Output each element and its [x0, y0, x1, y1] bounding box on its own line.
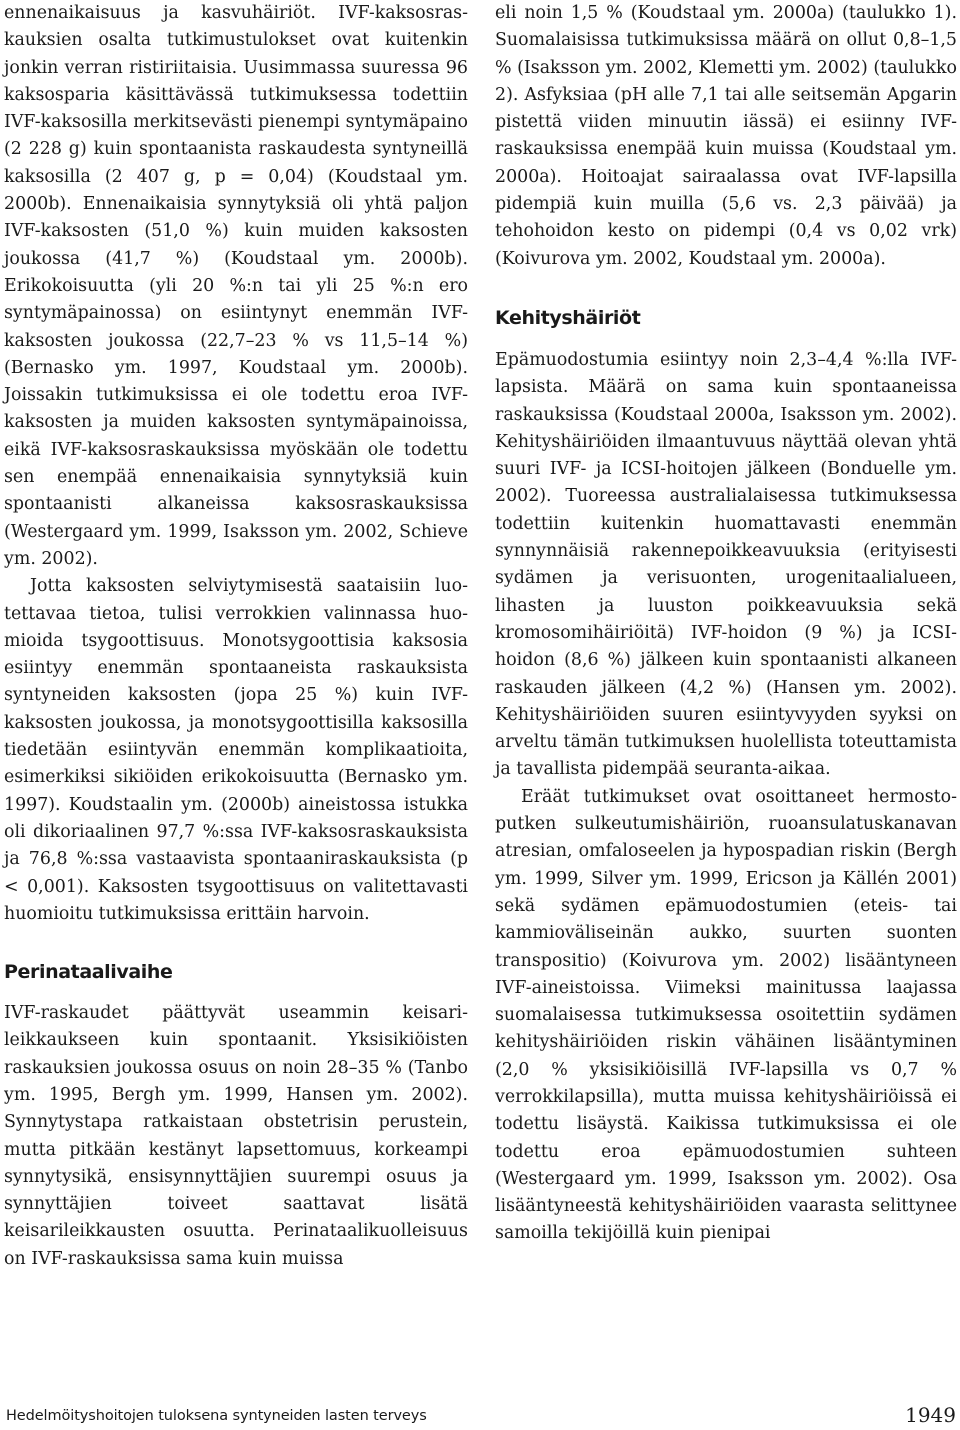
left-column — [4, 0, 468, 1273]
running-title: Hedelmöityshoitojen tuloksena syntyneiden lasten terveys — [6, 1408, 427, 1424]
section-heading: Perinataalivaihe — [4, 961, 173, 984]
body-paragraph: Epämuodostumia esiintyy noin 2,3–4,4 %:lla IVF-lapsista. Määrä on sama kuin spontaaneissa raskauksissa (Koudstaal 2000a, Isaksson ym. 2002). Kehityshäiriöiden ilmaantuvuus näyttää olevan yhtä suuri IVF- ja ICSI-hoitojen jälkeen (Bonduelle ym. 2002). Tuoreessa australialaisessa tutkimuksessa todettiin kuitenkin huomattavasti enemmän synnynnäisiä rakennepoikkeavuuksia (erityisesti sydämen ja verisuonten, urogenitaalialueen, lihasten ja luuston poikkeavuuksia sekä kromosomihäiriöitä) IVF-hoidon (9 %) ja ICSI-hoidon (8,6 %) jälkeen kuin spontaanisti alkaneen raskauden jälkeen (4,2 %) (Hansen ym. 2002). Kehityshäiriöiden suuren esiintyvyyden syyksi on arveltu tämän tutkimuksen huolellista toteuttamista ja tavallista pidempää seuranta-aikaa. — [495, 349, 957, 780]
body-paragraph: Eräät tutkimukset ovat osoittaneet hermostoputken sulkeutumishäiriön, ruoansulatuskanavan atresian, omfaloseelen ja hypospadian riskin (Bergh ym. 1999, Silver ym. 1999, Ericson ja Källén 2001) sekä sydämen epämuodostumien (eteis- tai kammioväliseinän aukko, suurten suonten transpositio) (Koivurova ym. 2002) lisääntyneen IVF-aineistoissa. Viimeksi mainitussa laajassa suomalaisessa tutkimuksessa osoitettiin sydämen kehityshäiriöiden riskin vähäinen lisääntyminen (2,0 % yksisikiöisillä IVF-lapsilla vs 0,7 % verrokkilapsilla), mutta muissa kehityshäiriöissä ei todettu lisäystä. Kaikissa tutkimuksissa ei ole todettu eroa epämuodostumien suhteen (Westergaard ym. 1999, Isaksson ym. 2002). Osa lisääntyneestä kehityshäiriöiden vaarasta selittynee samoilla tekijöillä kuin pienipai — [495, 786, 957, 1244]
section-heading: Kehityshäiriöt — [495, 306, 641, 329]
body-paragraph: Jotta kaksosten selviytymisestä saataisiin luotettavaa tietoa, tulisi verrokkien valinnassa huomioida tsygoottisuus. Monotsygoottisia kaksosia esiintyy enemmän spontaaneista raskauksista syntyneiden kaksosten (jopa 25 %) kuin IVF-kaksosten joukossa, ja monotsygoottisilla kaksosilla tiedetään esiintyvän enemmän komplikaatioita, esimerkiksi sikiöiden erikokoisuutta (Bernasko ym. 1997). Koudstaalin ym. (2000b) aineistossa istukka oli dikoriaalinen 97,7 %:ssa IVF-kaksosraskauksista ja 76,8 %:ssa vastaavista spontaaniraskauksista (p < 0,001). Kaksosten tsygoottisuus on valitettavasti huomioitu tutkimuksissa erittäin harvoin. — [4, 576, 468, 924]
body-paragraph: ennenaikaisuus ja kasvuhäiriöt. IVF-kaksosraskauksien osalta tutkimustulokset ovat kuitenkin jonkin verran ristiriitaisia. Uusimmassa suuressa 96 kaksosparia käsittävässä tutkimuksessa todettiin IVF-kaksosilla merkitsevästi pienempi syntymäpaino (2 228 g) kuin spontaanista raskaudesta syntyneillä kaksosilla (2 407 g, p = 0,04) (Koudstaal ym. 2000b). Ennenaikaisia synnytyksiä oli yhtä paljon IVF-kaksosten (51,0 %) kuin muiden kaksosten joukossa (41,7 %) (Koudstaal ym. 2000b). Erikokoisuutta (yli 20 %:n tai yli 25 %:n ero syntymäpainossa) on esiintynyt enemmän IVF-kaksosten joukossa (22,7–23 % vs 11,5–14 %) (Bernasko ym. 1997, Koudstaal ym. 2000b). Joissakin tutkimuksissa ei ole todettu eroa IVF-kaksosten ja muiden kaksosten syntymäpainoissa, eikä IVF-kaksosraskauksissa myöskään ole todettu sen enempää ennenaikaisia synnytyksiä kuin spontaanisti alkaneissa kaksosraskauksissa (Westergaard ym. 1999, Isaksson ym. 2002, Schieve ym. 2002). — [4, 3, 468, 569]
right-column — [495, 0, 957, 1248]
body-paragraph: eli noin 1,5 % (Koudstaal ym. 2000a) (taulukko 1). Suomalaisissa tutkimuksissa määrä on ollut 0,8–1,5 % (Isaksson ym. 2002, Klemetti ym. 2002) (taulukko 2). Asfyksiaa (pH alle 7,1 tai alle seitsemän Apgarin pistettä viiden minuutin iässä) ei esiinny IVF-raskauksissa enempää kuin muissa (Koudstaal ym. 2000a). Hoitoajat sairaalassa ovat IVF-lapsilla pidempiä kuin muilla (5,6 vs. 2,3 päivää) ja tehohoidon kesto on pidempi (0,4 vs 0,02 vrk) (Koivurova ym. 2002, Koudstaal ym. 2000a). — [495, 3, 957, 269]
page-number: 1949 — [905, 1403, 956, 1427]
body-paragraph: IVF-raskaudet päättyvät useammin keisarileikkaukseen kuin spontaanit. Yksisikiöisten raskauksien joukossa osuus on noin 28–35 % (Tanbo ym. 1995, Bergh ym. 1999, Hansen ym. 2002). Synnytystapa ratkaistaan obstetrisin perustein, mutta pitkään kestänyt lapsettomuus, korkeampi synnytysikä, ensisynnyttäjien suurempi osuus ja synnyttäjien toiveet saattavat lisätä keisarileikkausten osuutta. Perinataalikuolleisuus on IVF-raskauksissa sama kuin muissa — [4, 1003, 468, 1269]
